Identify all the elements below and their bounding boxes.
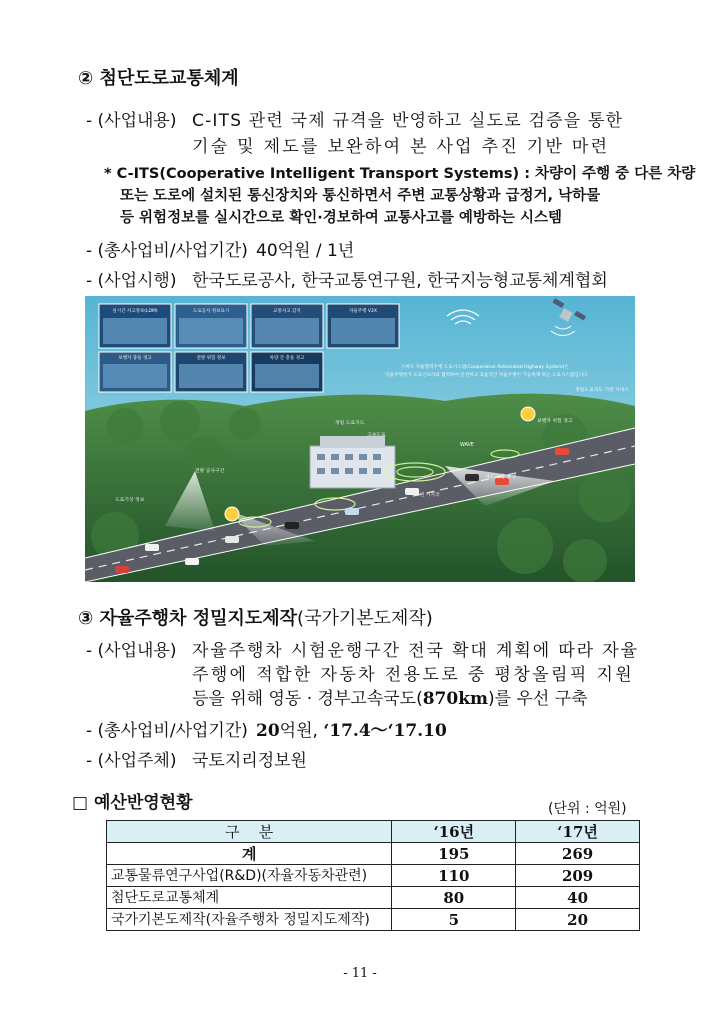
illustration-description-2: 자율주행차가 도로인프라와 협력하여 안전하고 효율적인 자율주행이 가능하게 하는 도로시스템입니다. xyxy=(385,373,589,378)
row-name: 교통물류연구사업(R&D)(자율자동차관련) xyxy=(107,865,392,887)
label-rsu: 노변 기지국 xyxy=(415,493,440,498)
section3-title-sub: (국가기본도제작) xyxy=(297,608,433,629)
cits-note-line3: 등 위험정보를 실시간으로 확인·경보하여 교통사고를 예방하는 시스템 xyxy=(120,210,562,226)
section3-title xyxy=(78,604,433,630)
row-value-2016: 5 xyxy=(392,909,516,931)
cits-note-line1: * C-ITS(Cooperative Intelligent Transport Systems) : 차량이 주행 중 다른 차량 xyxy=(104,166,696,182)
section3-budget-label: - (총사업비/사업기간) xyxy=(86,721,248,741)
budget-section-title: □ 예산반영현황 xyxy=(72,793,193,813)
illustration-description-1: 스마트 자율협력주행 도로시스템(Cooperative Automated Highway System)은 xyxy=(401,365,569,370)
row-name: 국가기본도제작(자율주행차 정밀지도제작) xyxy=(107,909,392,931)
section2-title: ② 첨단도로교통체계 xyxy=(78,68,239,89)
section2-content-line2: 기술 및 제도를 보완하여 본 사업 추진 기반 마련 xyxy=(192,137,610,157)
header-category: 구 분 xyxy=(107,821,392,843)
section3-budget-value xyxy=(256,716,447,741)
label-highway: 고속도로 xyxy=(367,433,386,438)
label-construction: 전방 공사구간 xyxy=(195,469,225,474)
label-wave: WAVE xyxy=(460,443,474,448)
panel-label-1: 실시간 사고정보(LDM) xyxy=(112,309,158,314)
label-hd-map: 정밀 도로지도 xyxy=(335,421,365,426)
table-row xyxy=(107,887,640,909)
budget-amount: 20 xyxy=(256,721,280,741)
table-header-row xyxy=(107,821,640,843)
table-row xyxy=(107,865,640,887)
section2-exec-label: - (사업시행) xyxy=(86,271,177,291)
header-2017: ‘17년 xyxy=(516,821,640,843)
c-its-illustration xyxy=(85,296,635,582)
row-value-2016: 110 xyxy=(392,865,516,887)
budget-table xyxy=(106,820,640,931)
table-row xyxy=(107,909,640,931)
panel-label-4: 자율주행 V2X xyxy=(349,309,377,314)
section2-content-line1: C-ITS 관련 국제 규격을 반영하고 실도로 검증을 통한 xyxy=(192,111,624,131)
section2-exec-value: 한국도로공사, 한국교통연구원, 한국지능형교통체계협회 xyxy=(192,271,608,291)
table-row xyxy=(107,843,640,865)
section3-org-value: 국토지리정보원 xyxy=(192,751,307,771)
section2-budget-value: 40억원 / 1년 xyxy=(256,241,355,261)
highway-length: 870km xyxy=(422,689,488,709)
section3-org-label: - (사업주체) xyxy=(86,751,177,771)
panel-label-6: 전방 위험 정보 xyxy=(196,356,226,361)
row-value-2017: 269 xyxy=(516,843,640,865)
budget-unit: 억원, xyxy=(279,721,318,741)
project-period: ‘17.4～‘17.10 xyxy=(323,721,447,741)
row-value-2016: 195 xyxy=(392,843,516,865)
panel-label-2: 도로공사 정보표시 xyxy=(192,309,230,314)
row-value-2017: 40 xyxy=(516,887,640,909)
content-line3-part-c: )를 우선 구축 xyxy=(487,689,588,709)
row-name: 계 xyxy=(107,843,392,865)
panel-label-5: 보행자 충돌 경고 xyxy=(118,356,152,361)
budget-unit-note: (단위 : 억원) xyxy=(548,801,627,817)
content-line3-part-a: 등을 위해 영동 · 경부고속국도( xyxy=(192,689,423,709)
cits-note-line2: 또는 도로에 설치된 통신장치와 통신하면서 주변 교통상황과 급정거, 낙하물 xyxy=(120,188,601,204)
label-pedestrian-warning: 보행자 위험 경고 xyxy=(537,419,573,424)
section3-content-line1: 자율주행차 시험운행구간 전국 확대 계획에 따라 자율 xyxy=(192,641,639,661)
row-value-2017: 209 xyxy=(516,865,640,887)
header-2016: ‘16년 xyxy=(392,821,516,843)
section3-title-main: ③ 자율주행차 정밀지도제작 xyxy=(78,608,298,629)
row-value-2017: 20 xyxy=(516,909,640,931)
roadside-building xyxy=(310,436,395,488)
panel-label-7: 차량 간 충돌 경고 xyxy=(269,356,305,361)
section2-budget-label: - (총사업비/사업기간) xyxy=(86,241,248,261)
row-name: 첨단도로교통체계 xyxy=(107,887,392,909)
panel-label-3: 교통사고 감지 xyxy=(273,309,301,314)
label-accident: 사고 차량 발생 xyxy=(485,475,516,480)
label-hd-map-service: 정밀도로지도 기반 서비스 xyxy=(575,388,630,393)
row-value-2016: 80 xyxy=(392,887,516,909)
label-weather: 도로기상 정보 xyxy=(115,498,145,503)
page-number: - 11 - xyxy=(343,966,377,981)
section3-content-line3 xyxy=(192,684,588,709)
section3-content-line2: 주행에 적합한 자동차 전용도로 중 평창올림픽 지원 xyxy=(192,665,635,685)
section3-content-label: - (사업내용) xyxy=(86,641,177,661)
section2-content-label: - (사업내용) xyxy=(86,111,177,131)
